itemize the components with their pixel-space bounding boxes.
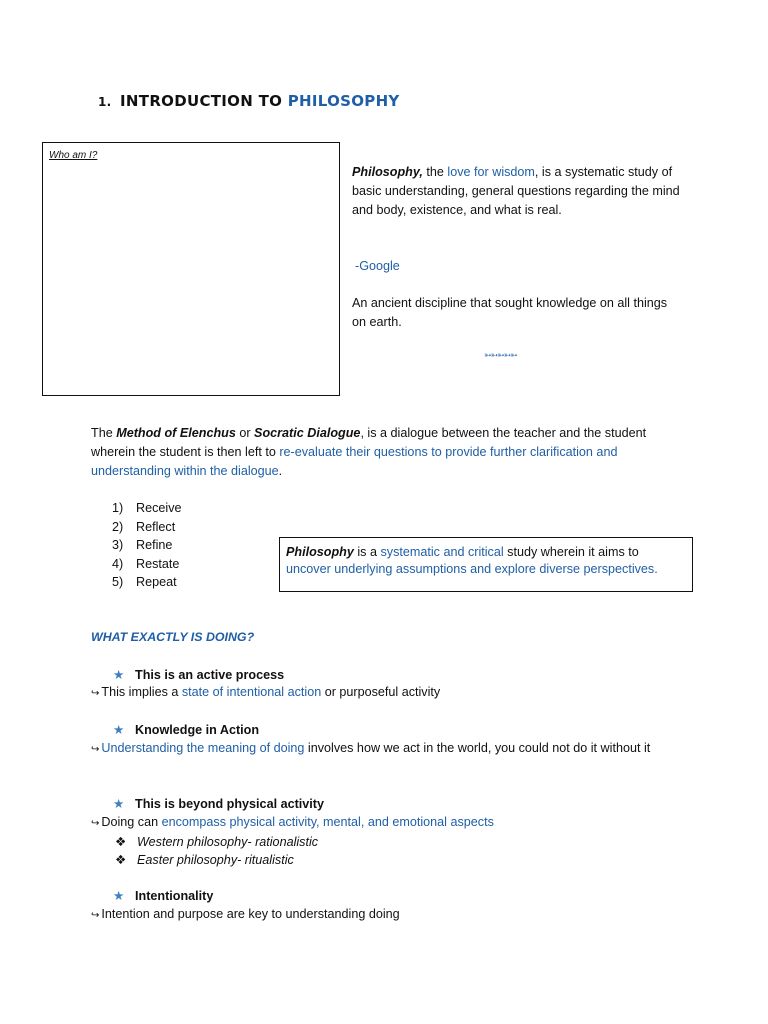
list-item — [112, 518, 182, 537]
point-description — [91, 683, 661, 703]
method-highlight: re-evaluate their questions to provide further clarification and understanding within the dialogue — [91, 445, 618, 478]
star-icon: ★ — [113, 889, 125, 903]
step-number: 1) — [112, 501, 124, 515]
title-highlight: PHILOSOPHY — [287, 92, 400, 110]
who-am-i-box — [42, 142, 340, 396]
who-am-i-label: Who am I? — [49, 150, 98, 161]
list-item — [112, 573, 182, 592]
point-title-text: This is an active process — [135, 668, 285, 682]
step-label: Receive — [136, 501, 182, 515]
arrows-divider-icon: ➳➳➳➳➳ — [484, 350, 517, 360]
point-title — [113, 667, 284, 682]
step-number: 2) — [112, 519, 124, 534]
method-term-socratic: Socratic Dialogue — [254, 426, 361, 440]
point-highlight: state of intentional action — [181, 685, 322, 699]
list-item — [112, 555, 182, 574]
arrow-icon: ↪ — [91, 910, 100, 921]
step-label: Reflect — [136, 519, 176, 534]
sub-point-text: Western philosophy- rationalistic — [137, 835, 319, 849]
list-item — [112, 536, 182, 555]
definition-highlight: love for wisdom — [447, 165, 535, 179]
steps-list — [112, 499, 182, 592]
callout-text-2: study wherein it aims to — [503, 545, 639, 559]
list-item — [112, 499, 182, 518]
philosophy-definition — [352, 163, 688, 220]
method-term-elenchus: Method of Elenchus — [116, 426, 236, 440]
point-title — [113, 722, 259, 737]
point-title — [113, 796, 324, 811]
step-number: 4) — [112, 556, 124, 571]
method-text-1: The — [91, 426, 117, 440]
method-text-2: or — [235, 426, 255, 440]
point-text: Intention and purpose are key to understanding doing — [101, 907, 400, 921]
ancient-discipline-text: An ancient discipline that sought knowledge on all things on earth. — [352, 296, 668, 329]
title-prefix: INTRODUCTION TO — [120, 92, 283, 110]
star-icon: ★ — [113, 797, 125, 811]
source-citation: -Google — [355, 259, 400, 273]
point-text: Doing can — [101, 815, 162, 829]
method-paragraph — [91, 424, 651, 481]
philosophy-callout-box — [279, 537, 693, 592]
point-title-text: This is beyond physical activity — [135, 797, 324, 811]
sub-point — [115, 834, 318, 849]
definition-text-rest: , is a systematic study of basic understanding, general questions regarding the mind and body, existence, and what is real. — [352, 165, 680, 217]
point-highlight: encompass physical activity, mental, and emotional aspects — [161, 815, 494, 829]
diamond-icon: ❖ — [115, 835, 127, 849]
method-text-4: . — [278, 464, 283, 478]
diamond-icon: ❖ — [115, 853, 127, 867]
point-title — [113, 888, 213, 903]
step-number: 5) — [112, 575, 124, 589]
point-description — [91, 739, 661, 759]
sub-point-text: Easter philosophy- ritualistic — [137, 853, 294, 867]
arrow-icon: ↪ — [91, 818, 100, 829]
step-label: Refine — [136, 538, 173, 552]
point-title-text: Intentionality — [135, 889, 214, 903]
section-heading-doing: WHAT EXACTLY IS DOING? — [91, 630, 255, 644]
section-number: 1. — [98, 95, 112, 109]
point-description — [91, 905, 661, 925]
definition-text: the — [422, 165, 448, 179]
callout-highlight-2: uncover underlying assumptions and explore diverse perspectives. — [286, 561, 658, 576]
star-icon: ★ — [113, 668, 125, 682]
point-title-text: Knowledge in Action — [135, 723, 260, 737]
star-icon: ★ — [113, 723, 125, 737]
step-label: Repeat — [136, 575, 177, 589]
sub-point — [115, 852, 294, 867]
point-text-rest: or purposeful activity — [321, 685, 441, 699]
callout-term: Philosophy — [286, 545, 354, 559]
definition-term: Philosophy, — [352, 165, 423, 179]
callout-text-1: is a — [353, 545, 381, 559]
step-number: 3) — [112, 538, 124, 552]
point-description — [91, 813, 661, 833]
point-text-rest: involves how we act in the world, you could not do it without it — [304, 741, 651, 755]
point-text: This implies a — [101, 685, 182, 699]
arrow-icon: ↪ — [91, 688, 100, 699]
method-text-3: , is a dialogue between the teacher and the student wherein the student is then left to — [91, 426, 647, 459]
page-title — [98, 92, 400, 110]
step-label: Restate — [136, 556, 180, 571]
point-highlight: Understanding the meaning of doing — [101, 741, 305, 755]
arrow-icon: ↪ — [91, 744, 100, 755]
callout-highlight-1: systematic and critical — [380, 545, 504, 559]
